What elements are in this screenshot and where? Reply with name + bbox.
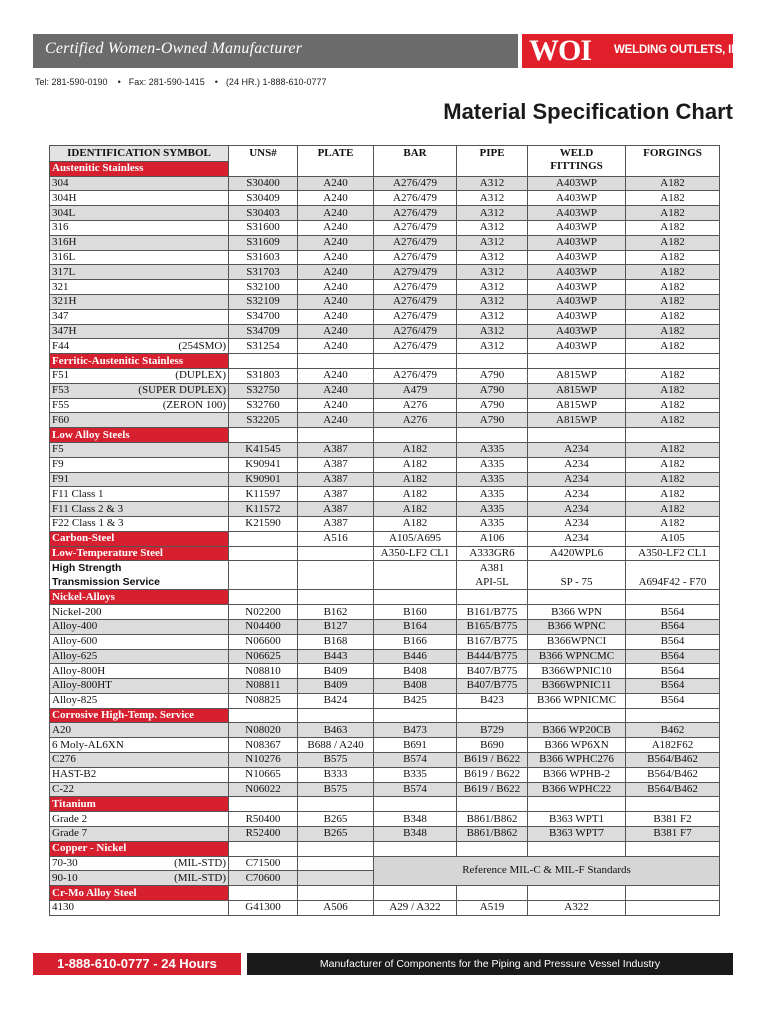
table-row: 316 S31600 A240 A276/479 A312 A403WP A182 — [50, 220, 720, 235]
table-row: F91 K90901 A387 A182 A335 A234 A182 — [50, 472, 720, 487]
col-weld-fittings — [528, 146, 626, 177]
table-row: 316H S31609 A240 A276/479 A312 A403WP A182 — [50, 235, 720, 250]
table-row: 90-10 (MIL-STD) C70600 — [50, 871, 720, 886]
table-row: Grade 7 R52400 B265 B348 B861/B862 B363 WPT7 B381 F7 — [50, 827, 720, 842]
section-row — [50, 428, 720, 443]
table-row: Alloy-400 N04400 B127 B164 B165/B775 B366 WPNC B564 — [50, 619, 720, 634]
section-label: Cr-Mo Alloy Steel — [50, 886, 229, 901]
table-row: Nickel-200 N02200 B162 B160 B161/B775 B366 WPN B564 — [50, 605, 720, 620]
footer-tagline: Manufacturer of Components for the Piping and Pressure Vessel Industry — [247, 953, 733, 975]
section-row — [50, 886, 720, 901]
table-row: High Strength Transmission Service A381 API-5L SP - 75 A694F42 - F70 — [50, 561, 720, 590]
reference-note: Reference MIL-C & MIL-F Standards — [374, 856, 720, 886]
material-note: (DUPLEX) — [175, 369, 226, 382]
banner-text: Certified Women-Owned Manufacturer — [45, 40, 303, 57]
telephone: Tel: 281-590-0190 — [35, 77, 108, 87]
header-banner — [33, 34, 518, 68]
col-pipe: PIPE — [457, 146, 528, 177]
table-row: 317L S31703 A240 A279/479 A312 A403WP A182 — [50, 265, 720, 280]
section-row: Carbon-Steel A516 A105/A695 A106 A234 A105 — [50, 531, 720, 546]
hotline: (24 HR.) 1-888-610-0777 — [225, 77, 327, 87]
material-note: (MIL-STD) — [174, 871, 226, 884]
material-spec-table — [49, 145, 720, 916]
table-row: 347 S34700 A240 A276/479 A312 A403WP A182 — [50, 309, 720, 324]
col-weld: WELD — [559, 147, 594, 159]
table-row: A20 N08020 B463 B473 B729 B366 WP20CB B462 — [50, 723, 720, 738]
section-row: Low-Temperature Steel A350-LF2 CL1 A333GR6 A420WPL6 A350-LF2 CL1 — [50, 546, 720, 561]
company-logo — [522, 34, 762, 68]
col-id-symbol: IDENTIFICATION SYMBOL — [50, 146, 229, 162]
table-row: 304H S30409 A240 A276/479 A312 A403WP A182 — [50, 191, 720, 206]
table-row: F9 K90941 A387 A182 A335 A234 A182 — [50, 457, 720, 472]
table-row: Alloy-600 N06600 B168 B166 B167/B775 B366WPNCI B564 — [50, 634, 720, 649]
table-row: F44 (254SMO) S31254 A240 A276/479 A312 A403WP A182 — [50, 339, 720, 354]
section-row — [50, 708, 720, 723]
table-row: 304 S30400 A240 A276/479 A312 A403WP A182 — [50, 176, 720, 191]
section-label: Nickel-Alloys — [50, 590, 229, 605]
logo-mark: WOI — [529, 34, 592, 67]
section-row — [50, 797, 720, 812]
table-row: 70-30 (MIL-STD) C71500 Reference MIL-C & MIL-F Standards — [50, 856, 720, 871]
table-row: F5 K41545 A387 A182 A335 A234 A182 — [50, 442, 720, 457]
table-row: HAST-B2 N10665 B333 B335 B619 / B622 B366 WPHB-2 B564/B462 — [50, 767, 720, 782]
table-header-row — [50, 146, 720, 162]
section-row — [50, 841, 720, 856]
col-plate: PLATE — [298, 146, 374, 177]
material-note: (SUPER DUPLEX) — [138, 384, 226, 397]
section-row — [50, 590, 720, 605]
table-row: 321H S32109 A240 A276/479 A312 A403WP A182 — [50, 294, 720, 309]
material-note: (254SMO) — [178, 339, 226, 352]
table-row: Grade 2 R50400 B265 B348 B861/B862 B363 WPT1 B381 F2 — [50, 812, 720, 827]
section-label: Carbon-Steel — [50, 531, 229, 546]
logo-name: WELDING OUTLETS, INC.™ — [614, 44, 762, 56]
table-row: 4130 G41300 A506 A29 / A322 A519 A322 — [50, 901, 720, 916]
table-row: C276 N10276 B575 B574 B619 / B622 B366 WPHC276 B564/B462 — [50, 753, 720, 768]
section-label: Ferritic-Austenitic Stainless — [50, 354, 229, 369]
table-row: F55 (ZERON 100) S32760 A240 A276 A790 A815WP A182 — [50, 398, 720, 413]
col-forgings: FORGINGS — [626, 146, 720, 177]
col-fittings: FITTINGS — [550, 160, 603, 172]
material-note: (MIL-STD) — [174, 857, 226, 870]
table-row: 347H S34709 A240 A276/479 A312 A403WP A182 — [50, 324, 720, 339]
fax: Fax: 281-590-1415 — [128, 77, 205, 87]
section-label: Austenitic Stainless — [50, 161, 229, 176]
table-row: Alloy-625 N06625 B443 B446 B444/B775 B366 WPNCMC B564 — [50, 649, 720, 664]
table-row: 6 Moly-AL6XN N08367 B688 / A240 B691 B690 B366 WP6XN A182F62 — [50, 738, 720, 753]
section-label: Copper - Nickel — [50, 841, 229, 856]
col-bar: BAR — [374, 146, 457, 177]
table-row: F11 Class 2 & 3 K11572 A387 A182 A335 A234 A182 — [50, 502, 720, 517]
table-row: F11 Class 1 K11597 A387 A182 A335 A234 A182 — [50, 487, 720, 502]
col-uns: UNS# — [229, 146, 298, 177]
page-title: Material Specification Chart — [443, 99, 733, 124]
table-row: F22 Class 1 & 3 K21590 A387 A182 A335 A234 A182 — [50, 516, 720, 531]
table-row: F60 S32205 A240 A276 A790 A815WP A182 — [50, 413, 720, 428]
material-note: (ZERON 100) — [162, 398, 226, 411]
section-row — [50, 354, 720, 369]
contact-line: Tel: 281-590-0190 • Fax: 281-590-1415 • (24 HR.) 1-888-610-0777 — [35, 77, 327, 87]
section-label: Low-Temperature Steel — [50, 546, 229, 561]
table-row: Alloy-825 N08825 B424 B425 B423 B366 WPNICMC B564 — [50, 693, 720, 708]
section-label: Titanium — [50, 797, 229, 812]
table-row: 321 S32100 A240 A276/479 A312 A403WP A182 — [50, 280, 720, 295]
table-row: Alloy-800HT N08811 B409 B408 B407/B775 B366WPNIC11 B564 — [50, 679, 720, 694]
table-row: Alloy-800H N08810 B409 B408 B407/B775 B366WPNIC10 B564 — [50, 664, 720, 679]
table-row: 316L S31603 A240 A276/479 A312 A403WP A182 — [50, 250, 720, 265]
section-label: Corrosive High-Temp. Service — [50, 708, 229, 723]
table-row: F51 (DUPLEX) S31803 A240 A276/479 A790 A815WP A182 — [50, 368, 720, 383]
table-row: 304L S30403 A240 A276/479 A312 A403WP A182 — [50, 206, 720, 221]
table-row: F53 (SUPER DUPLEX) S32750 A240 A479 A790 A815WP A182 — [50, 383, 720, 398]
footer-phone: 1-888-610-0777 - 24 Hours — [33, 953, 241, 975]
section-label: Low Alloy Steels — [50, 428, 229, 443]
table-row: C-22 N06022 B575 B574 B619 / B622 B366 WPHC22 B564/B462 — [50, 782, 720, 797]
